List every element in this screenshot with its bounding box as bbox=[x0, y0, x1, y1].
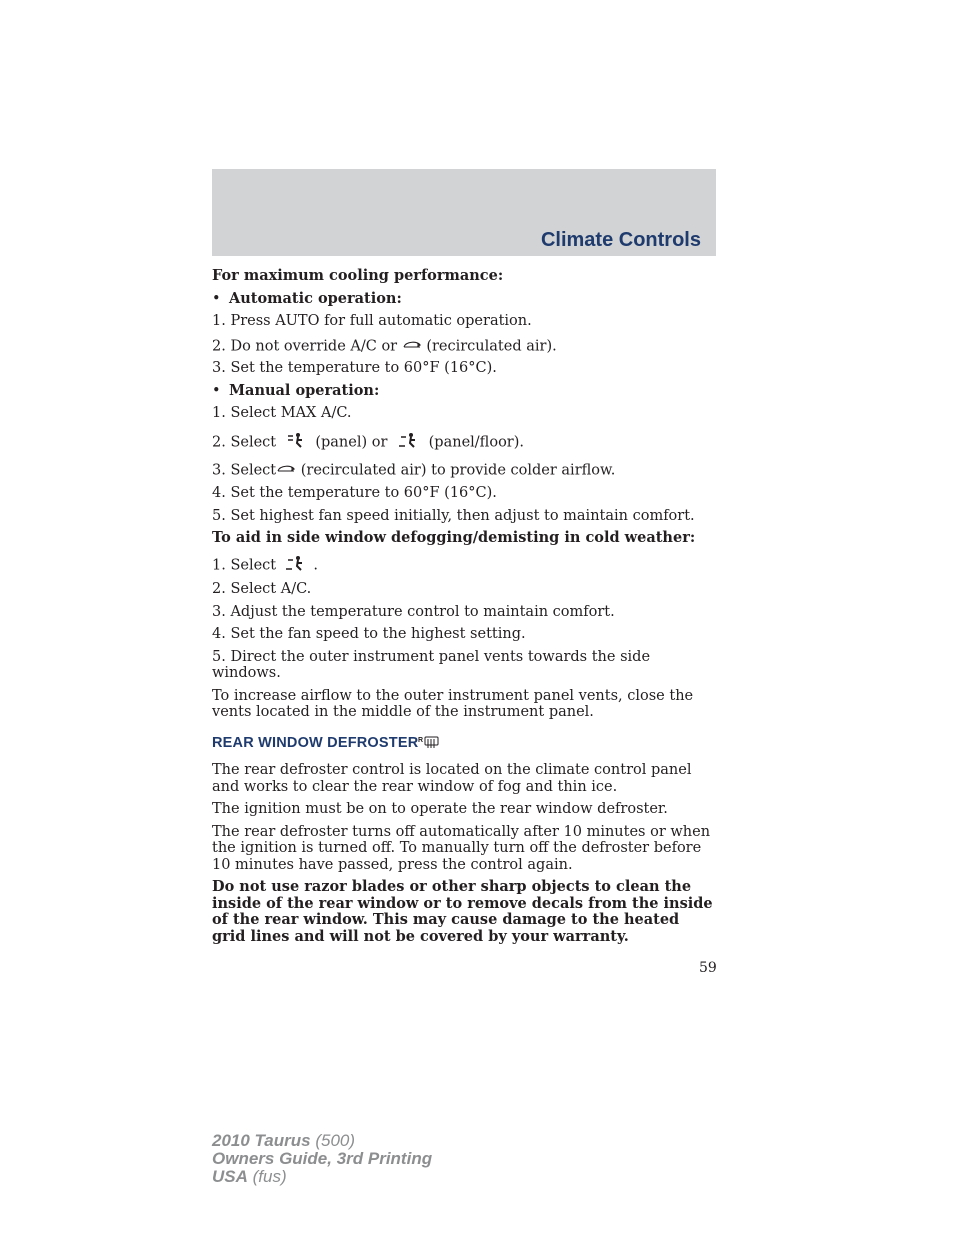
bullet-dot: • bbox=[212, 290, 221, 307]
bullet-label: Automatic operation: bbox=[229, 289, 402, 307]
recirculated-air-icon bbox=[276, 462, 296, 479]
step-text: (recirculated air) to provide colder airflow. bbox=[300, 462, 616, 479]
footer-market: USA bbox=[212, 1167, 248, 1186]
footer-line-1 bbox=[212, 1132, 432, 1150]
footer-model: 2010 Taurus bbox=[212, 1131, 311, 1150]
manual-step-3 bbox=[212, 462, 716, 479]
rear-warning: Do not use razor blades or other sharp objects to clean the inside of the rear window or to remove decals from the inside of the rear window. This may cause damage to the heated grid lines and will not be covered by your warranty. bbox=[212, 878, 713, 945]
page-number: 59 bbox=[699, 960, 717, 976]
footer-model-code: (500) bbox=[315, 1131, 356, 1150]
defog-step-4: 4. Set the fan speed to the highest setting. bbox=[212, 626, 526, 642]
defog-note: To increase airflow to the outer instrument panel vents, close the vents located in the middle of the instrument panel. bbox=[212, 687, 694, 720]
rear-paragraph-2: The ignition must be on to operate the rear window defroster. bbox=[212, 801, 668, 817]
auto-step-2 bbox=[212, 338, 716, 355]
bullet-label: Manual operation: bbox=[229, 381, 380, 399]
defog-step-5: 5. Direct the outer instrument panel vents towards the side windows. bbox=[212, 648, 651, 681]
manual-step-2 bbox=[212, 432, 716, 453]
bullet-automatic bbox=[212, 291, 716, 308]
step-text: (recirculated air). bbox=[426, 337, 557, 354]
heading-text: REAR WINDOW DEFROSTER bbox=[212, 734, 419, 751]
step-text: (panel/floor). bbox=[428, 434, 524, 450]
manual-step-5: 5. Set highest fan speed initially, then adjust to maintain comfort. bbox=[212, 507, 695, 524]
rear-defrost-icon bbox=[418, 735, 440, 754]
manual-step-1: 1. Select MAX A/C. bbox=[212, 405, 352, 422]
bullet-dot: • bbox=[212, 382, 221, 399]
section-header-band bbox=[212, 169, 716, 256]
step-text: 3. Select bbox=[212, 462, 277, 479]
rear-paragraph-3: The rear defroster turns off automatically after 10 minutes or when the ignition is turned off. To manually turn off the defroster before 10 minutes have passed, press the control again. bbox=[212, 823, 711, 873]
defog-step-1 bbox=[212, 555, 716, 576]
rear-paragraph-1: The rear defroster control is located on the climate control panel and works to clear the rear window of fog and thin ice. bbox=[212, 762, 692, 795]
defog-heading: To aid in side window defogging/demisting in cold weather: bbox=[212, 529, 696, 546]
auto-step-3: 3. Set the temperature to 60°F (16°C). bbox=[212, 360, 497, 377]
footer-line-3 bbox=[212, 1168, 432, 1186]
step-text: 2. Do not override A/C or bbox=[212, 337, 398, 354]
panel-floor-vent-icon bbox=[398, 432, 418, 453]
footer-market-code: (fus) bbox=[252, 1167, 287, 1186]
cooling-heading: For maximum cooling performance: bbox=[212, 267, 504, 284]
bullet-manual bbox=[212, 383, 716, 400]
svg-text:R: R bbox=[418, 736, 424, 744]
step-text: . bbox=[313, 556, 318, 573]
recirculated-air-icon bbox=[402, 338, 422, 355]
page-content bbox=[212, 268, 716, 951]
defog-step-2: 2. Select A/C. bbox=[212, 581, 312, 597]
step-text: (panel) or bbox=[315, 434, 388, 450]
footer bbox=[212, 1132, 432, 1186]
manual-step-4: 4. Set the temperature to 60°F (16°C). bbox=[212, 485, 497, 501]
auto-step-1: 1. Press AUTO for full automatic operation. bbox=[212, 313, 532, 329]
defog-step-3: 3. Adjust the temperature control to maintain comfort. bbox=[212, 603, 615, 620]
step-text: 2. Select bbox=[212, 434, 277, 450]
footer-line-2: Owners Guide, 3rd Printing bbox=[212, 1149, 433, 1168]
panel-vent-icon bbox=[287, 432, 305, 453]
panel-floor-vent-icon bbox=[285, 555, 305, 576]
rear-defroster-heading bbox=[212, 735, 716, 754]
step-text: 1. Select bbox=[212, 556, 277, 573]
section-title: Climate Controls bbox=[540, 229, 701, 251]
